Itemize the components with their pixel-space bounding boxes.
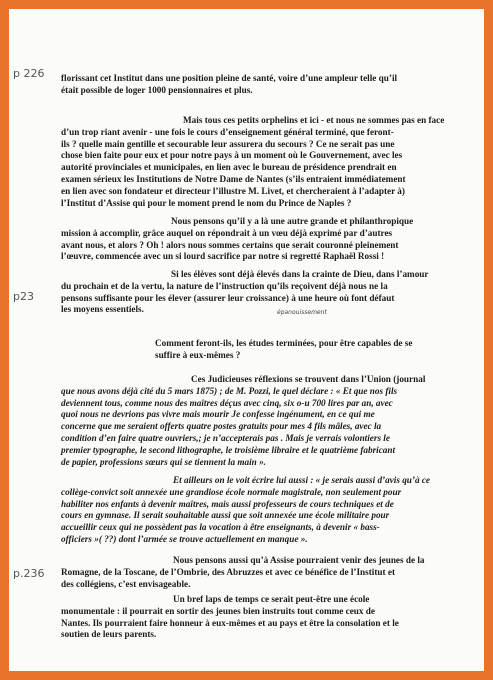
text-line: Comment feront-ils, les études terminées, pour être capables de se — [155, 338, 413, 348]
text-line: collège-convict soit annexée une grandiose école normale magistrale, non seulement pour — [61, 486, 402, 497]
text-line: Ces Judicieuses réflexions se trouvent dans l’Union (journal — [191, 374, 426, 384]
paragraph-7 — [61, 475, 430, 546]
text-line: condition d’en faire quatre ouvriers,; je n’accepterais pas . Mais je verrais volontiers le — [61, 432, 390, 443]
text-line: cours en gymnase. Il serait souhaitable aussi que soit annexée une école militaire pour — [61, 510, 390, 521]
text-line: Et ailleurs on le voit écrire lui aussi : « je serais aussi d’avis qu’à ce — [173, 475, 430, 485]
text-line: autorité provinciales et municipales, en lien avec le bureau de présidence prendrait en — [61, 162, 397, 173]
text-line: Un bref laps de temps ce serait peut-être une école — [173, 594, 370, 604]
margin-note-p236: p.236 — [13, 567, 45, 580]
document-page — [9, 9, 484, 671]
paragraph-9 — [61, 594, 399, 641]
paragraph-4 — [61, 269, 429, 316]
text-line: que nous avons déjà cité du 5 mars 1875) ; de M. Pozzi, le quel déclare : « Et que nos fils — [61, 385, 398, 396]
text-line: habiliter nos enfants à devenir maîtres, mais aussi professeurs de cours techniques et de — [61, 498, 394, 509]
text-line: deviennent tous, comme nous des maîtres déçus avec cinq, six o-u 700 lires par an, avec — [61, 397, 393, 408]
text-line: Nantes. Ils pourraient faire honneur à eux-mêmes et au pays et être la consolation et le — [61, 617, 399, 628]
text-line: des collégiens, c’est envisageable. — [61, 578, 191, 589]
margin-note-p226: p 226 — [13, 67, 45, 80]
text-line: Nous pensons qu’il y a là une autre grande et philanthropique — [171, 216, 414, 226]
text-line: avant nous, et alors ? Oh ! alors nous sommes certains que serait couronné pleinement — [61, 239, 399, 250]
text-line: Si les élèves sont déjà élevés dans la crainte de Dieu, dans l’amour — [171, 269, 429, 279]
margin-note-p23: p23 — [13, 290, 34, 303]
text-line: Nous pensons aussi qu’à Assise pourraient venir des jeunes de la — [173, 555, 425, 565]
text-line: suffire à eux-mêmes ? — [155, 349, 241, 360]
text-line: concerne que me seraient offerts quatre postes gratuits pour mes 4 fils mâles, avec la — [61, 421, 382, 432]
text-line: du prochain et de la vertu, la nature de l’instruction qu’ils reçoivent déjà nous ne la — [61, 280, 388, 291]
text-line: de papier, professions sœurs qui se tiennent la main ». — [61, 456, 266, 467]
text-line: mission à accomplir, grâce auquel on répondrait à un vœu déjà exprimé par d’autres — [61, 227, 393, 238]
text-line: les moyens essentiels. — [61, 304, 144, 315]
text-line: pensons suffisante pour les élever (assurer leur croissance) à une heure où font défaut — [61, 292, 395, 303]
handwritten-insertion: épanouissement — [277, 309, 327, 316]
text-line: chose bien faite pour eux et pour notre pays à un moment où le Gouvernement, avec les — [61, 150, 403, 161]
text-line: premier typographe, le second lithographe, le troisième libraire et le quatrième fabricant — [61, 444, 396, 455]
paragraph-2 — [61, 115, 444, 209]
text-line: ils ? quelle main gentille et secourable leur assurera du secours ? Ce ne serait pas une — [61, 138, 395, 149]
text-line: l’Institut d’Assise qui pour le moment prend le nom du Prince de Naples ? — [61, 197, 352, 208]
text-line: l’œuvre, commencée avec un si lourd sacrifice par notre si regretté Raphaël Rossi ! — [61, 251, 385, 262]
text-line: Mais tous ces petits orphelins et ici - et nous ne sommes pas en face — [183, 115, 445, 125]
paragraph-3 — [61, 216, 413, 263]
text-line: monumentale : il pourrait en sortir des jeunes bien instruits tout comme ceux de — [61, 605, 375, 616]
text-line: était possible de loger 1000 pensionnaires et plus. — [61, 84, 253, 95]
paragraph-5 — [61, 338, 412, 362]
text-line: Romagne, de la Toscane, de l’Ombrie, des Abruzzes et avec ce bénéfice de l’Institut et — [61, 566, 396, 577]
paragraph-6 — [61, 374, 425, 468]
text-line: d’un trop riant avenir - une fois le cours d’enseignement général terminé, que feront- — [61, 126, 394, 137]
paragraph-1 — [61, 73, 397, 97]
text-line: en lien avec son fondateur et directeur l’illustre M. Livet, et chercheraient à l’adapter à) — [61, 185, 405, 196]
text-line: officiers »( ??) dont l’armée se trouve actuellement en manque ». — [61, 533, 308, 544]
text-line: examen sérieux les Institutions de Notre Dame de Nantes (s’ils entraient immédiatement — [61, 173, 406, 184]
text-line: quoi nous ne devrions pas vivre mais mourir Je confesse ingénument, en ce qui me — [61, 409, 375, 420]
text-line: florissant cet Institut dans une position pleine de santé, voire d’une ampleur telle qu’il — [61, 73, 398, 83]
text-line: soutien de leurs parents. — [61, 629, 157, 640]
text-line: accueillir ceux qui ne possèdent pas la vocation à être enseignants, à devenir « bass- — [61, 522, 380, 533]
paragraph-8 — [61, 555, 425, 590]
